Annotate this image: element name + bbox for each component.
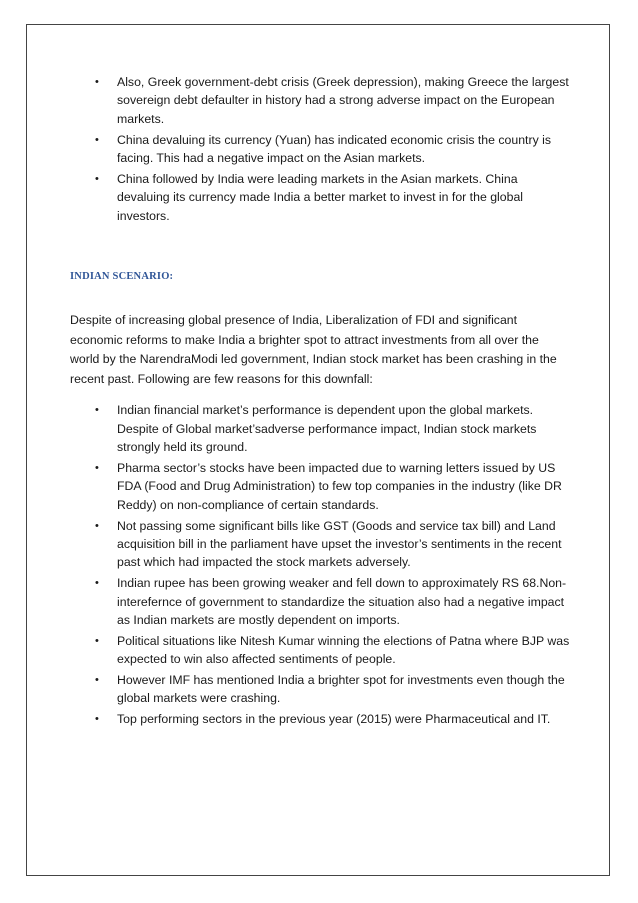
list-item [95, 710, 570, 728]
bullet-icon: • [95, 404, 99, 417]
list-item-text: However IMF has mentioned India a brighter spot for investments even though the global markets were crashing. [117, 673, 565, 706]
reasons-bullet-list [70, 401, 570, 728]
list-item [95, 401, 570, 456]
list-item-text: China devaluing its currency (Yuan) has indicated economic crisis the country is facing. This had a negative impact on the Asian markets. [117, 132, 552, 166]
bullet-icon: • [95, 519, 99, 532]
list-item [95, 632, 570, 669]
list-item [95, 517, 570, 572]
bullet-icon: • [95, 133, 99, 146]
list-item-text: Not passing some significant bills like GST (Goods and service tax bill) and Land acquisition bill in the parliament have upset the investor’s sentiments in the recent past which had impacted the stock markets adversely. [117, 518, 562, 570]
list-item [95, 671, 570, 708]
list-item-text: Also, Greek government-debt crisis (Greek depression), making Greece the largest sovereign debt defaulter in history had a strong adverse impact on the European markets. [117, 75, 569, 126]
list-item-text: China followed by India were leading markets in the Asian markets. China devaluing its currency made India a better market to invest in for the global investors. [117, 171, 524, 223]
top-bullet-list [70, 73, 570, 225]
list-item [95, 574, 570, 629]
list-item [95, 170, 570, 225]
bullet-icon: • [95, 462, 99, 475]
section-heading: INDIAN SCENARIO: [70, 271, 174, 283]
list-item-text: Indian rupee has been growing weaker and fell down to approximately RS 68.Non-interefernce of government to standardize the situation also had a negative impact as Indian markets are mostly dependent on imports. [117, 576, 567, 628]
list-item [95, 73, 570, 128]
bullet-icon: • [95, 674, 99, 687]
bullet-icon: • [95, 634, 99, 647]
list-item-text: Top performing sectors in the previous year (2015) were Pharmaceutical and IT. [117, 712, 551, 727]
bullet-icon: • [95, 713, 99, 726]
bullet-icon: • [95, 577, 99, 590]
list-item-text: Political situations like Nitesh Kumar winning the elections of Patna where BJP was expected to win also affected sentiments of people. [117, 633, 570, 667]
document-body [70, 73, 570, 731]
list-item [95, 459, 570, 514]
list-item [95, 131, 570, 168]
list-item-text: Pharma sector’s stocks have been impacted due to warning letters issued by US FDA (Food and Drug Administration) to few top companies in the industry (like DR Reddy) on non-compliance of certain standards. [117, 461, 562, 512]
list-item-text: Indian financial market’s performance is dependent upon the global markets. Despite of Global market’sadverse performance impact, Indian stock markets strongly held its ground. [117, 403, 537, 455]
bullet-icon: • [95, 172, 99, 185]
bullet-icon: • [95, 76, 99, 88]
intro-paragraph: Despite of increasing global presence of India, Liberalization of FDI and significant economic reforms to make India a brighter spot to attract investments from all over the world by the NarendraModi led government, Indian stock market has been crashing in the recent past. Following are few reasons for this downfall: [70, 313, 557, 386]
